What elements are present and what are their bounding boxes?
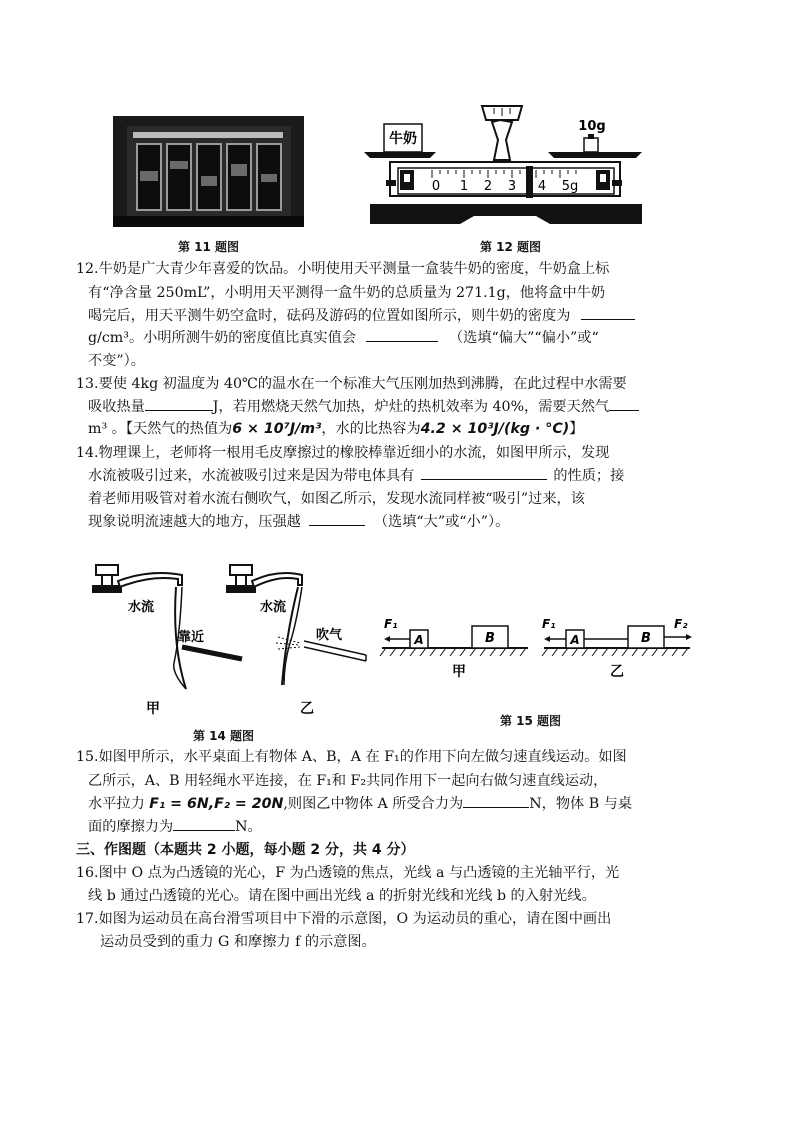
milk-box-label: 牛奶 bbox=[389, 131, 417, 147]
tick-3: 3 bbox=[507, 179, 517, 194]
tick-5g: 5g bbox=[561, 179, 579, 194]
q12-line1: 12.牛奶是广大青少年喜爱的饮品。小明使用天平测量一盒装牛奶的密度，牛奶盒上标 bbox=[76, 261, 610, 277]
q12-compare-blank[interactable] bbox=[366, 327, 438, 342]
fig15-right-f1: F₁ bbox=[542, 617, 556, 631]
q14-line4-text-b: （选填“大”或“小”）。 bbox=[373, 514, 510, 530]
q13-line3-text-c: ，水的比热容为 bbox=[321, 421, 421, 437]
q15-line3-text-d: N，物体 B 与桌 bbox=[529, 796, 633, 812]
q17-line2: 运动员受到的重力 G 和摩擦力 f 的示意图。 bbox=[100, 934, 376, 950]
q14-pressure-blank[interactable] bbox=[309, 511, 365, 526]
q13-line2-text-a: 吸收热量 bbox=[88, 399, 145, 415]
q16-line1: 16.图中 O 点为凸透镜的光心，F 为凸透镜的焦点，光线 a 与凸透镜的主光轴平行，光 bbox=[76, 865, 620, 881]
tick-2: 2 bbox=[483, 179, 493, 194]
q14-line1: 14.物理课上，老师将一根用毛皮摩擦过的橡胶棒靠近细小的水流，如图甲所示，发现 bbox=[76, 445, 610, 461]
fig15-left-f1: F₁ bbox=[384, 617, 398, 631]
q13-specific-heat: 4.2 × 10³J/(kg · °C) bbox=[420, 421, 570, 437]
fig14-water-left: 水流 bbox=[128, 600, 155, 615]
q13-line2-text-b: J，若用燃烧天然气加热，炉灶的热机效率为 40%，需要天然气 bbox=[212, 399, 610, 415]
fig15-diagram bbox=[378, 608, 700, 688]
fig11-photo bbox=[113, 116, 304, 227]
fig14-diagram bbox=[90, 555, 370, 720]
q13-line3 bbox=[88, 418, 584, 440]
q14-property-blank[interactable] bbox=[421, 465, 547, 480]
fig15-caption: 第 15 题图 bbox=[500, 714, 562, 728]
q15-line4-text-a: 面的摩擦力为 bbox=[88, 819, 174, 835]
fig14-caption: 第 14 题图 bbox=[193, 729, 255, 743]
q13-line2 bbox=[88, 396, 639, 418]
q17-line1: 17.如图为运动员在高台滑雪项目中下滑的示意图，O 为运动员的重心，请在图中画出 bbox=[76, 911, 612, 927]
q14-line2 bbox=[88, 465, 624, 487]
fig11-caption: 第 11 题图 bbox=[178, 240, 240, 254]
q15-line3-text-c: ,则图乙中物体 A 所受合力为 bbox=[283, 796, 464, 812]
weight-label: 10g bbox=[578, 119, 606, 134]
q12-line4-text-a: g/cm³。小明所测牛奶的密度值比真实值会 bbox=[88, 330, 356, 346]
weight-block bbox=[584, 138, 598, 152]
fig14-tag-right: 乙 bbox=[300, 701, 314, 717]
q13-heat-blank[interactable] bbox=[145, 396, 213, 411]
rider bbox=[526, 166, 533, 198]
fig14-water-right: 水流 bbox=[260, 600, 287, 615]
fig15-tag-right: 乙 bbox=[610, 664, 624, 680]
q15-line4 bbox=[88, 816, 262, 838]
q13-line3-text-e: 】 bbox=[569, 421, 584, 437]
q14-line4-text-a: 现象说明流速越大的地方，压强越 bbox=[88, 514, 301, 530]
fig14-tag-left: 甲 bbox=[146, 701, 160, 717]
rider-scale bbox=[398, 168, 614, 194]
fig15-right-f2: F₂ bbox=[674, 617, 688, 631]
q15-forces: F₁ = 6N,F₂ = 20N bbox=[149, 796, 284, 812]
q13-line1: 13.要使 4kg 初温度为 40℃的温水在一个标准大气压刚加热到沸腾，在此过程中水需要 bbox=[76, 376, 627, 392]
q12-line4-text-b: （选填“偏大”“偏小”或“ bbox=[448, 330, 599, 346]
fig12-balance bbox=[360, 100, 650, 235]
fig15-left-a: A bbox=[414, 633, 424, 647]
q12-line3-text: 喝完后，用天平测牛奶空盒时，砝码及游码的位置如图所示，则牛奶的密度为 bbox=[88, 308, 571, 324]
q15-line3 bbox=[88, 793, 632, 815]
q14-line4 bbox=[88, 511, 509, 533]
q14-line3: 着老师用吸管对着水流右侧吹气，如图乙所示，发现水流同样被“吸引”过来，该 bbox=[88, 491, 585, 507]
q15-net-force-blank[interactable] bbox=[463, 793, 529, 808]
q12-line3 bbox=[88, 305, 635, 327]
tick-1: 1 bbox=[459, 179, 469, 194]
section3-title: 三、作图题（本题共 2 小题，每小题 2 分，共 4 分） bbox=[76, 842, 415, 858]
q12-line2: 有“净含量 250mL”，小明用天平测得一盒牛奶的总质量为 271.1g，他将盒中牛奶 bbox=[88, 285, 606, 301]
q13-heat-value: 6 × 10⁷J/m³ bbox=[232, 421, 322, 437]
q15-friction-blank[interactable] bbox=[173, 816, 235, 831]
q13-line3-text-a: m³ 。【天然气的热值为 bbox=[88, 421, 233, 437]
q16-line2: 线 b 通过凸透镜的光心。请在图中画出光线 a 的折射光线和光线 b 的入射光线。 bbox=[88, 888, 596, 904]
fig15-left-b: B bbox=[485, 631, 495, 646]
q15-line2: 乙所示，A、B 用轻绳水平连接，在 F₁和 F₂共同作用下一起向右做匀速直线运动， bbox=[88, 773, 608, 789]
q13-gas-blank[interactable] bbox=[609, 396, 639, 411]
q12-line5: 不变”）。 bbox=[88, 353, 145, 369]
q15-line4-text-b: N。 bbox=[235, 819, 262, 835]
q14-line2-text-b: 的性质；接 bbox=[553, 468, 625, 484]
tick-4: 4 bbox=[537, 179, 547, 194]
q15-line3-text-a: 水平拉力 bbox=[88, 796, 145, 812]
fig15-tag-left: 甲 bbox=[452, 664, 466, 680]
q12-line4 bbox=[88, 327, 599, 349]
fig14-blow-label: 吹气 bbox=[316, 628, 343, 643]
fig15-right-b: B bbox=[641, 631, 651, 646]
fig14-approach-label: 靠近 bbox=[178, 630, 205, 645]
q15-line1: 15.如图甲所示，水平桌面上有物体 A、B，A 在 F₁的作用下向左做匀速直线运动。如图 bbox=[76, 749, 627, 765]
fig12-caption: 第 12 题图 bbox=[480, 240, 542, 254]
fig15-right-a: A bbox=[570, 633, 580, 647]
q14-line2-text-a: 水流被吸引过来，水流被吸引过来是因为带电体具有 bbox=[88, 468, 415, 484]
tick-0: 0 bbox=[431, 179, 441, 194]
q12-density-blank[interactable] bbox=[581, 305, 635, 320]
